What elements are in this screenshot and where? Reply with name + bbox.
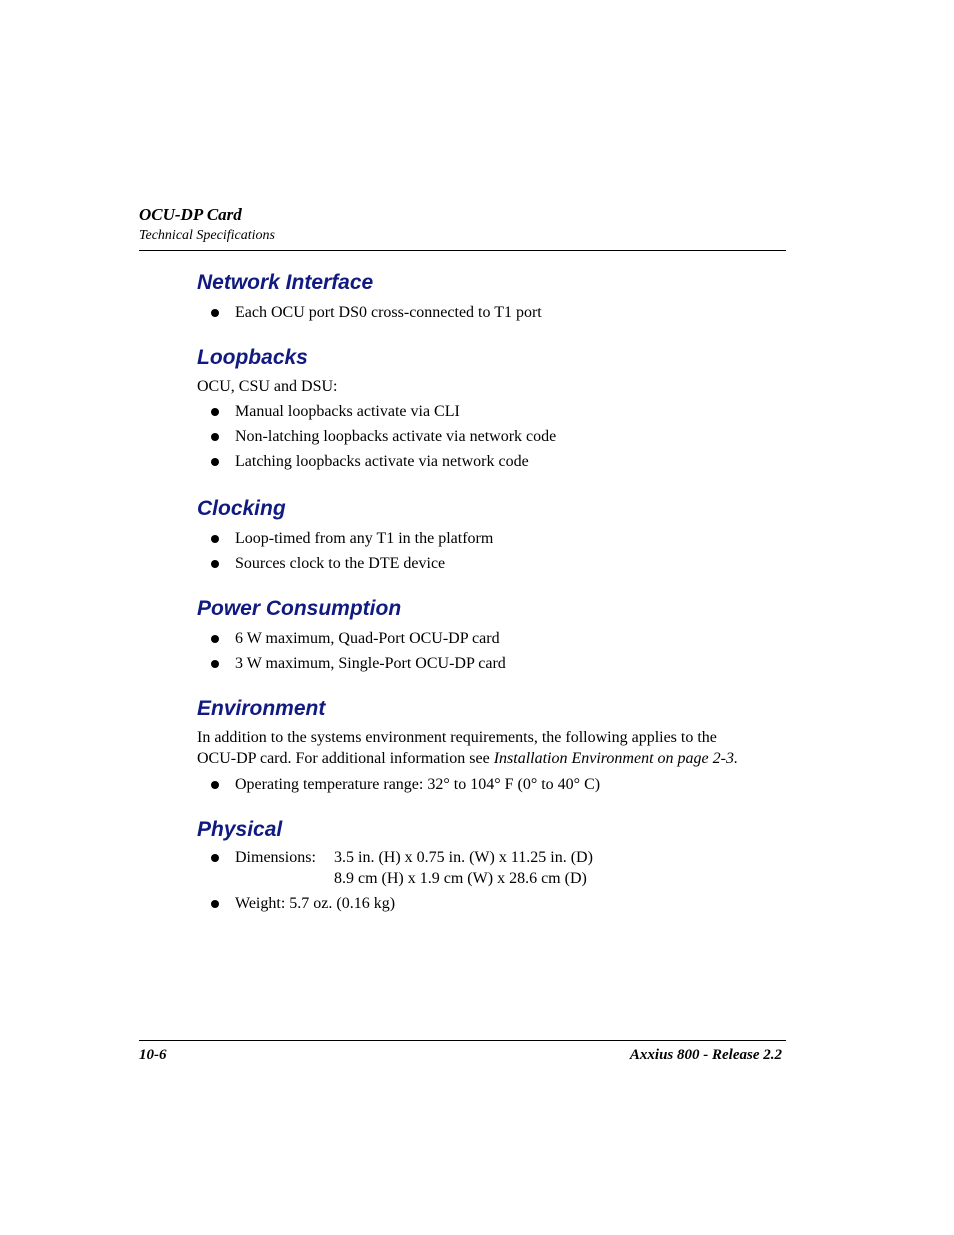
list-item <box>197 774 786 795</box>
section-physical <box>197 817 786 914</box>
dimensions-metric: 8.9 cm (H) x 1.9 cm (W) x 28.6 cm (D) <box>334 870 587 887</box>
list-item <box>197 553 786 574</box>
list-item-text: Weight: 5.7 oz. (0.16 kg) <box>235 895 396 912</box>
intro-line-2: OCU-DP card. For additional information see <box>197 750 494 767</box>
page-header <box>139 204 786 246</box>
section-loopbacks <box>197 345 786 472</box>
section-heading: Clocking <box>197 497 286 520</box>
bullet-icon <box>211 854 219 862</box>
bullet-list <box>197 774 786 795</box>
bullet-list <box>197 302 786 323</box>
dimensions-imperial: 3.5 in. (H) x 0.75 in. (W) x 11.25 in. (D) <box>334 849 593 866</box>
footer-divider <box>139 1040 786 1041</box>
dimensions-label: Dimensions: <box>235 849 316 866</box>
list-item <box>197 628 786 649</box>
bullet-list <box>197 847 786 914</box>
bullet-icon <box>211 309 219 317</box>
list-item <box>197 653 786 674</box>
list-item-text: Latching loopbacks activate via network code <box>235 453 529 470</box>
cross-reference-link[interactable]: Installation Environment on page 2-3. <box>493 750 738 767</box>
list-item-text: Manual loopbacks activate via CLI <box>235 403 460 420</box>
bullet-icon <box>211 900 219 908</box>
dimensions-values <box>334 847 593 889</box>
section-heading: Network Interface <box>197 271 374 294</box>
bullet-list <box>197 401 786 472</box>
header-subtitle: Technical Specifications <box>139 228 275 243</box>
section-network-interface <box>197 270 786 323</box>
bullet-icon <box>211 560 219 568</box>
list-item-text: 3 W maximum, Single-Port OCU-DP card <box>235 655 506 672</box>
list-item <box>197 451 786 472</box>
list-item-text: 6 W maximum, Quad-Port OCU-DP card <box>235 630 500 647</box>
section-heading: Physical <box>197 818 283 841</box>
bullet-icon <box>211 535 219 543</box>
section-heading: Power Consumption <box>197 597 402 620</box>
section-heading: Loopbacks <box>197 346 308 369</box>
section-environment <box>197 696 786 795</box>
header-divider <box>139 250 786 251</box>
list-item <box>197 426 786 447</box>
section-heading: Environment <box>197 697 326 720</box>
list-item-text: Loop-timed from any T1 in the platform <box>235 530 494 547</box>
document-title: Axxius 800 - Release 2.2 <box>629 1047 782 1063</box>
list-item <box>197 302 786 323</box>
section-intro: OCU, CSU and DSU: <box>197 378 338 395</box>
list-item-text: Sources clock to the DTE device <box>235 555 446 572</box>
list-item-text: Non-latching loopbacks activate via network code <box>235 428 557 445</box>
bullet-list <box>197 628 786 674</box>
dimensions <box>235 847 786 889</box>
list-item-text: Each OCU port DS0 cross-connected to T1 port <box>235 304 542 321</box>
bullet-icon <box>211 781 219 789</box>
list-item <box>197 893 786 914</box>
section-intro <box>197 727 786 769</box>
page-number: 10-6 <box>139 1047 167 1063</box>
bullet-list <box>197 528 786 574</box>
bullet-icon <box>211 635 219 643</box>
list-item-text: Operating temperature range: 32° to 104° F (0° to 40° C) <box>235 776 601 793</box>
section-clocking <box>197 496 786 574</box>
intro-line-1: In addition to the systems environment requirements, the following applies to the <box>197 729 717 746</box>
section-power-consumption <box>197 596 786 674</box>
header-title: OCU-DP Card <box>139 205 242 224</box>
bullet-icon <box>211 408 219 416</box>
list-item <box>197 401 786 422</box>
list-item <box>197 847 786 889</box>
list-item <box>197 528 786 549</box>
bullet-icon <box>211 433 219 441</box>
bullet-icon <box>211 458 219 466</box>
bullet-icon <box>211 660 219 668</box>
